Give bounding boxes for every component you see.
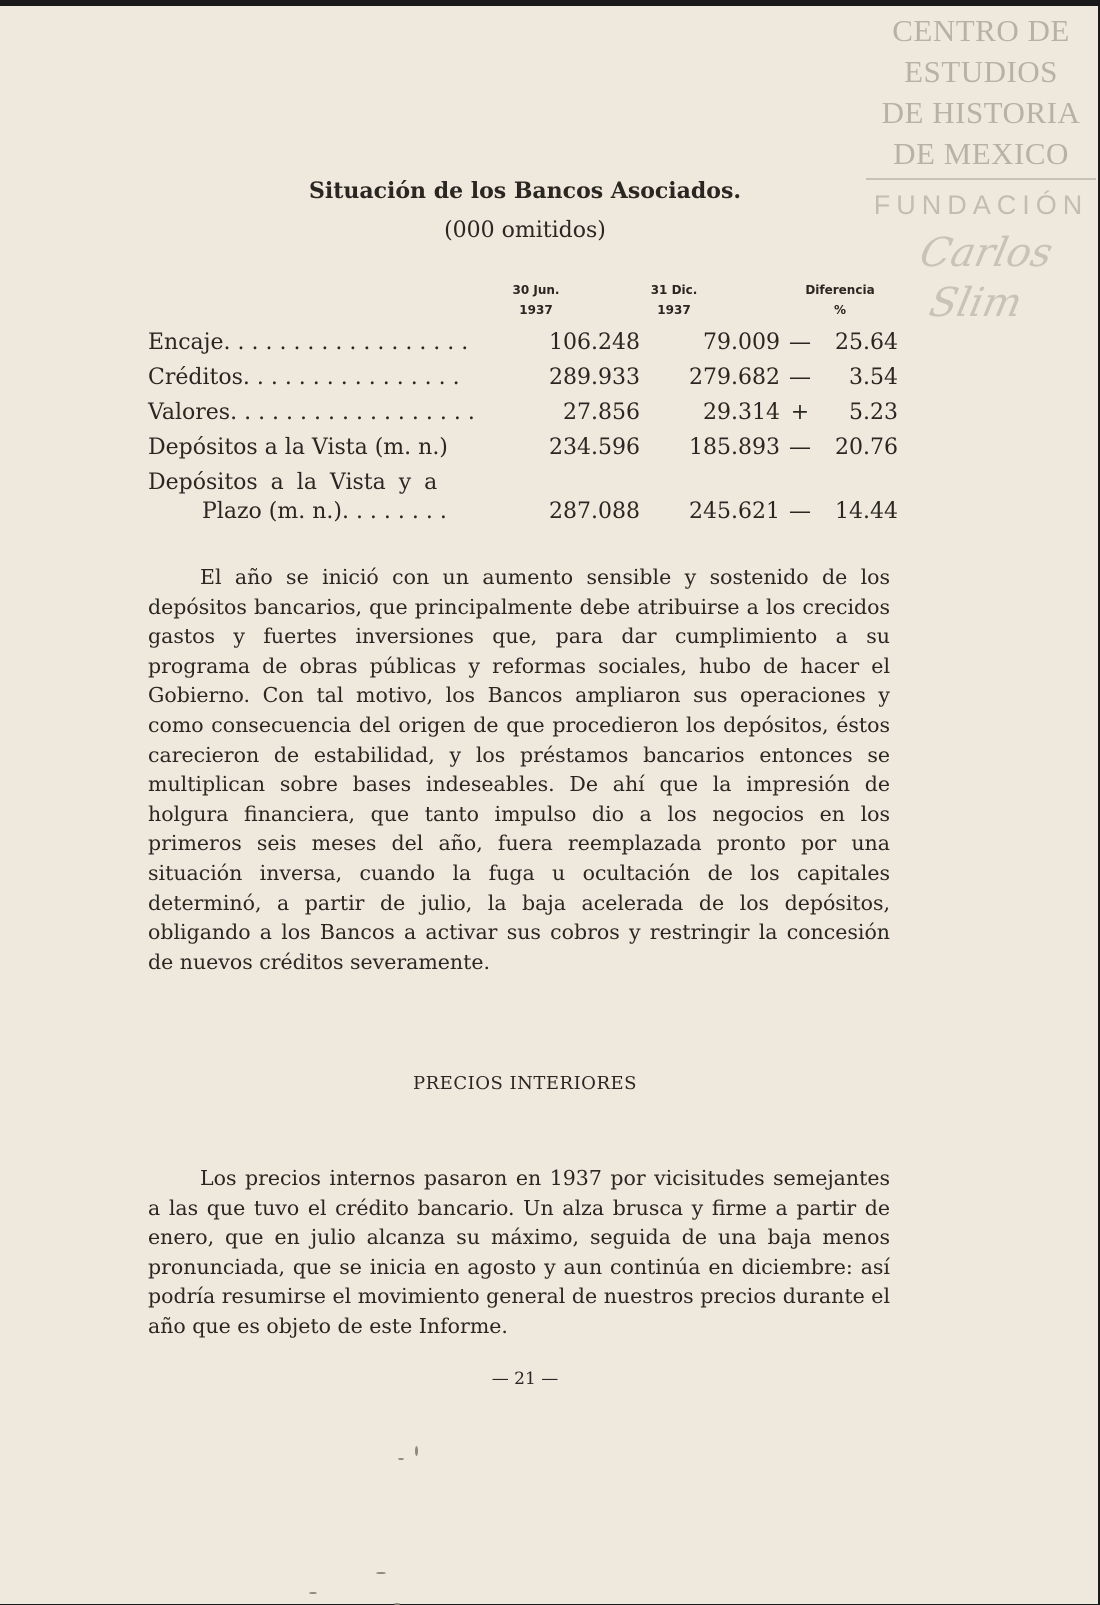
watermark-line-1: CENTRO DE (892, 13, 1070, 48)
column-header-dic-line1: 31 Dic. (650, 283, 698, 297)
value-diff: 25.64 (835, 330, 898, 355)
section-heading: PRECIOS INTERIORES (413, 1073, 637, 1094)
column-header-dic (614, 280, 734, 320)
page-number: — 21 — (491, 1369, 559, 1389)
table-subtitle: (000 omitidos) (444, 218, 606, 243)
watermark-signature: Carlos Slim (915, 230, 1057, 326)
diff-sign: — (789, 330, 811, 355)
column-header-dic-line2: 1937 (657, 303, 691, 317)
row-label-continued: Plazo (m. n.). . . . . . . . (202, 499, 447, 524)
value-dic: 185.893 (689, 435, 780, 460)
column-header-jun-line1: 30 Jun. (512, 283, 560, 297)
paper-speck (309, 1592, 317, 1594)
column-header-diff (780, 280, 900, 320)
document-page (0, 6, 1098, 1604)
row-label: Valores. . . . . . . . . . . . . . . . . . (148, 400, 475, 425)
value-diff: 14.44 (835, 499, 898, 524)
value-dic: 29.314 (703, 400, 780, 425)
value-jun: 234.596 (549, 435, 640, 460)
diff-sign: — (789, 365, 811, 390)
paper-speck (376, 1572, 386, 1574)
watermark-line-2: ESTUDIOS (904, 54, 1058, 89)
watermark-line-3: DE HISTORIA (881, 95, 1081, 130)
row-label: Créditos. . . . . . . . . . . . . . . . (148, 365, 460, 390)
value-jun: 27.856 (563, 400, 640, 425)
paper-speck (415, 1446, 418, 1456)
watermark-foundation: FUNDACIÓN (873, 190, 1089, 220)
row-label: Encaje. . . . . . . . . . . . . . . . . . (148, 330, 469, 355)
column-header-jun (476, 280, 596, 320)
row-label: Depósitos a la Vista (m. n.) (148, 435, 448, 460)
body-paragraph-2: Los precios internos pasaron en 1937 por vicisitudes semejantes a las que tuvo el crédito bancario. Un alza brusca y firme a partir de enero, que en julio alcanza su máximo, seguida de una baja menos pronunciada, que se inicia en agosto y aun continúa en diciembre: así podría resumirse el movimiento general de nuestros precios durante el año que es objeto de este Informe. (148, 1166, 890, 1338)
column-header-diff-line2: % (833, 303, 847, 317)
value-dic: 245.621 (689, 499, 780, 524)
table-title: Situación de los Bancos Asociados. (308, 178, 742, 204)
value-diff: 5.23 (849, 400, 898, 425)
column-header-jun-line2: 1937 (519, 303, 553, 317)
value-jun: 106.248 (549, 330, 640, 355)
diff-sign: — (789, 435, 811, 460)
value-dic: 79.009 (703, 330, 780, 355)
value-diff: 20.76 (835, 435, 898, 460)
watermark-line-4: DE MEXICO (893, 136, 1069, 171)
diff-sign: — (789, 499, 811, 524)
value-jun: 287.088 (549, 499, 640, 524)
value-jun: 289.933 (549, 365, 640, 390)
value-diff: 3.54 (849, 365, 898, 390)
column-header-diff-line1: Diferencia (805, 283, 875, 297)
row-label: Depósitos a la Vista y a (148, 470, 438, 495)
value-dic: 279.682 (689, 365, 780, 390)
body-paragraph-1: El año se inició con un aumento sensible y sostenido de los depósitos bancarios, que principalmente debe atribuirse a los crecidos gastos y fuertes inversiones que, para dar cumplimiento a su programa de obras públicas y reformas sociales, hubo de hacer el Gobierno. Con tal motivo, los Bancos ampliaron sus operaciones y como consecuencia del origen de que procedieron los depósitos, éstos carecieron de estabilidad, y los préstamos bancarios entonces se multiplican sobre bases indeseables. De ahí que la impresión de holgura financiera, que tanto impulso dio a los negocios en los primeros seis meses del año, fuera reemplazada pronto por una situación inversa, cuando la fuga u ocultación de los capitales determinó, a partir de julio, la baja acelerada de los depósitos, obligando a los Bancos a activar sus cobros y restringir la concesión de nuevos créditos severamente. (148, 565, 890, 974)
archive-watermark (866, 10, 1096, 328)
paper-speck (398, 1458, 404, 1460)
diff-sign: + (790, 400, 810, 425)
